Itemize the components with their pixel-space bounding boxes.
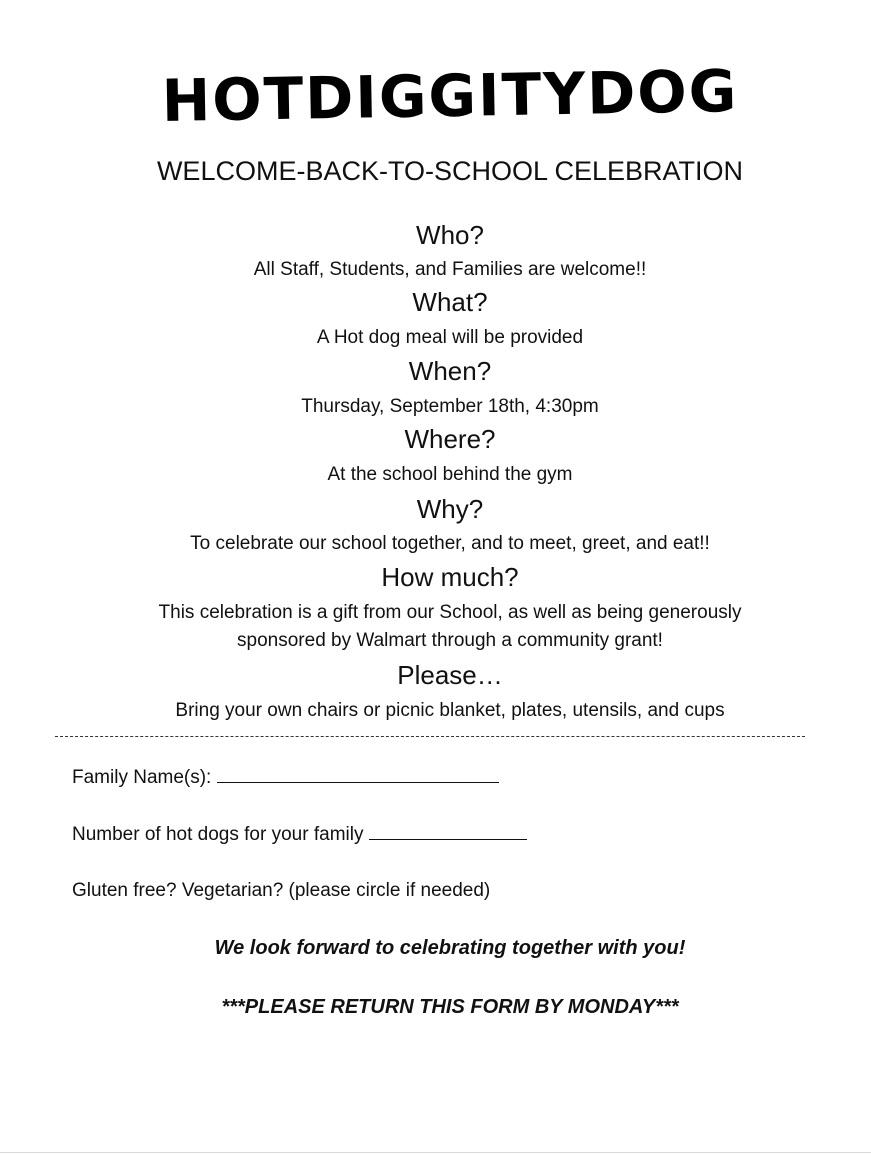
cut-line-divider [55,736,805,737]
return-deadline: ***PLEASE RETURN THIS FORM BY MONDAY*** [221,996,679,1018]
question-who: Who? [416,220,484,250]
answer-how-much-line-1: This celebration is a gift from our School, as well as being generously [158,602,742,623]
question-where: Where? [404,424,496,454]
answer-who: All Staff, Students, and Families are welcome!! [253,259,647,280]
closing-message: We look forward to celebrating together with you! [214,937,686,959]
family-name-row [72,764,499,789]
flyer-title: HOTDIGGITYDOG [161,56,739,136]
family-name-label: Family Name(s): [72,767,212,788]
answer-why: To celebrate our school together, and to meet, greet, and eat!! [190,533,710,554]
answer-how-much-line-2: sponsored by Walmart through a community grant! [237,630,663,651]
question-when: When? [408,356,492,386]
hot-dogs-row [72,821,527,846]
flyer-subtitle: WELCOME-BACK-TO-SCHOOL CELEBRATION [156,156,744,186]
question-please: Please… [397,660,503,690]
answer-what: A Hot dog meal will be provided [316,327,584,348]
hot-dogs-blank [369,821,527,840]
hot-dogs-label: Number of hot dogs for your family [72,824,364,845]
question-what: What? [412,287,488,317]
answer-when: Thursday, September 18th, 4:30pm [301,396,599,417]
question-why: Why? [416,494,484,524]
dietary-row [72,880,490,902]
family-name-blank [217,764,499,783]
dietary-label: Gluten free? Vegetarian? (please circle if needed) [72,880,491,901]
answer-where: At the school behind the gym [327,464,573,485]
question-how-much: How much? [381,562,519,592]
answer-please: Bring your own chairs or picnic blanket, plates, utensils, and cups [175,700,725,721]
